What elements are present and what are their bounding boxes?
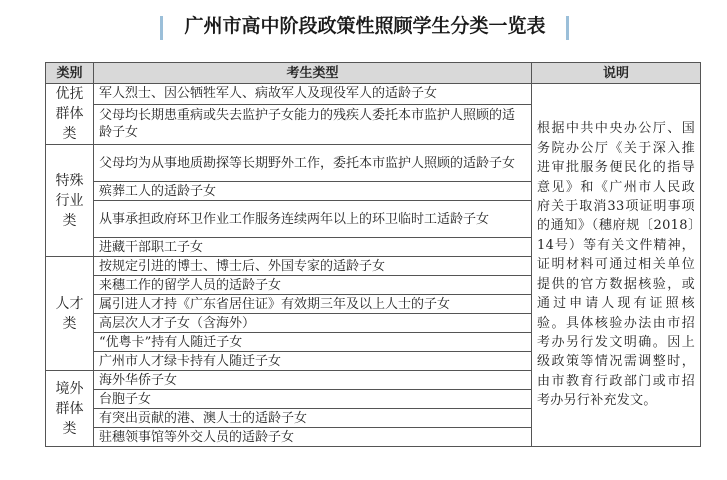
category-cell-4 <box>46 371 94 447</box>
type-item: 父母均长期患重病或失去监护子女能力的残疾人委托本市监护人照顾的适龄子女 <box>94 104 532 144</box>
note-cell: 根据中共中央办公厅、国务院办公厅《关于深入推进审批服务便民化的指导意见》和《广州市人民政府关于取消33项证明事项的通知》（穗府规〔2018〕14号）等有关文件精神，证明材料可通过相关单位提供的官方数据核验，或通过申请人现有证照核验。具体核验办法由市招考办另行发文明确。因上级政策等情况需调整时，由市教育行政部门或市招考办另行补充发文。 <box>532 84 701 447</box>
header-category: 类别 <box>46 63 94 84</box>
category-line: 群体 <box>55 400 84 417</box>
type-item: 殡葬工人的适龄子女 <box>94 182 532 201</box>
type-item: 有突出贡献的港、澳人士的适龄子女 <box>94 409 532 428</box>
type-item: 父母均为从事地质勘探等长期野外工作，委托本市监护人照顾的适龄子女 <box>94 145 532 182</box>
table-row <box>46 84 701 105</box>
category-line: 人才 <box>55 295 84 312</box>
header-row <box>46 63 701 84</box>
type-item: 海外华侨子女 <box>94 371 532 390</box>
page-title: 广州市高中阶段政策性照顾学生分类一览表 <box>184 15 546 37</box>
type-item: 进藏干部职工子女 <box>94 238 532 257</box>
type-item: 来穗工作的留学人员的适龄子女 <box>94 276 532 295</box>
title-area <box>0 0 727 52</box>
title-right-bar <box>566 16 569 40</box>
category-line: 行业 <box>55 192 84 209</box>
type-item: “优粤卡”持有人随迁子女 <box>94 333 532 352</box>
category-line: 类 <box>62 420 77 437</box>
category-cell-1 <box>46 84 94 145</box>
header-note: 说明 <box>532 63 701 84</box>
category-cell-2 <box>46 145 94 257</box>
policy-table <box>45 62 701 447</box>
type-item: 按规定引进的博士、博士后、外国专家的适龄子女 <box>94 257 532 276</box>
category-cell-3 <box>46 257 94 371</box>
category-line: 类 <box>62 315 77 332</box>
category-line: 群体 <box>55 106 84 122</box>
category-line: 类 <box>62 212 77 229</box>
category-line: 类 <box>62 126 77 142</box>
type-item: 属引进人才持《广东省居住证》有效期三年及以上人士的子女 <box>94 295 532 314</box>
category-line: 优抚 <box>55 86 84 102</box>
type-item: 军人烈士、因公牺牲军人、病故军人及现役军人的适龄子女 <box>94 84 532 105</box>
type-item: 广州市人才绿卡持有人随迁子女 <box>94 352 532 371</box>
type-item: 驻穗领事馆等外交人员的适龄子女 <box>94 428 532 447</box>
type-item: 台胞子女 <box>94 390 532 409</box>
type-item: 从事承担政府环卫作业工作服务连续两年以上的环卫临时工适龄子女 <box>94 201 532 238</box>
header-type: 考生类型 <box>94 63 532 84</box>
category-line: 境外 <box>55 380 84 397</box>
category-line: 特殊 <box>55 172 84 189</box>
type-item: 高层次人才子女（含海外） <box>94 314 532 333</box>
title-left-bar <box>160 16 163 40</box>
